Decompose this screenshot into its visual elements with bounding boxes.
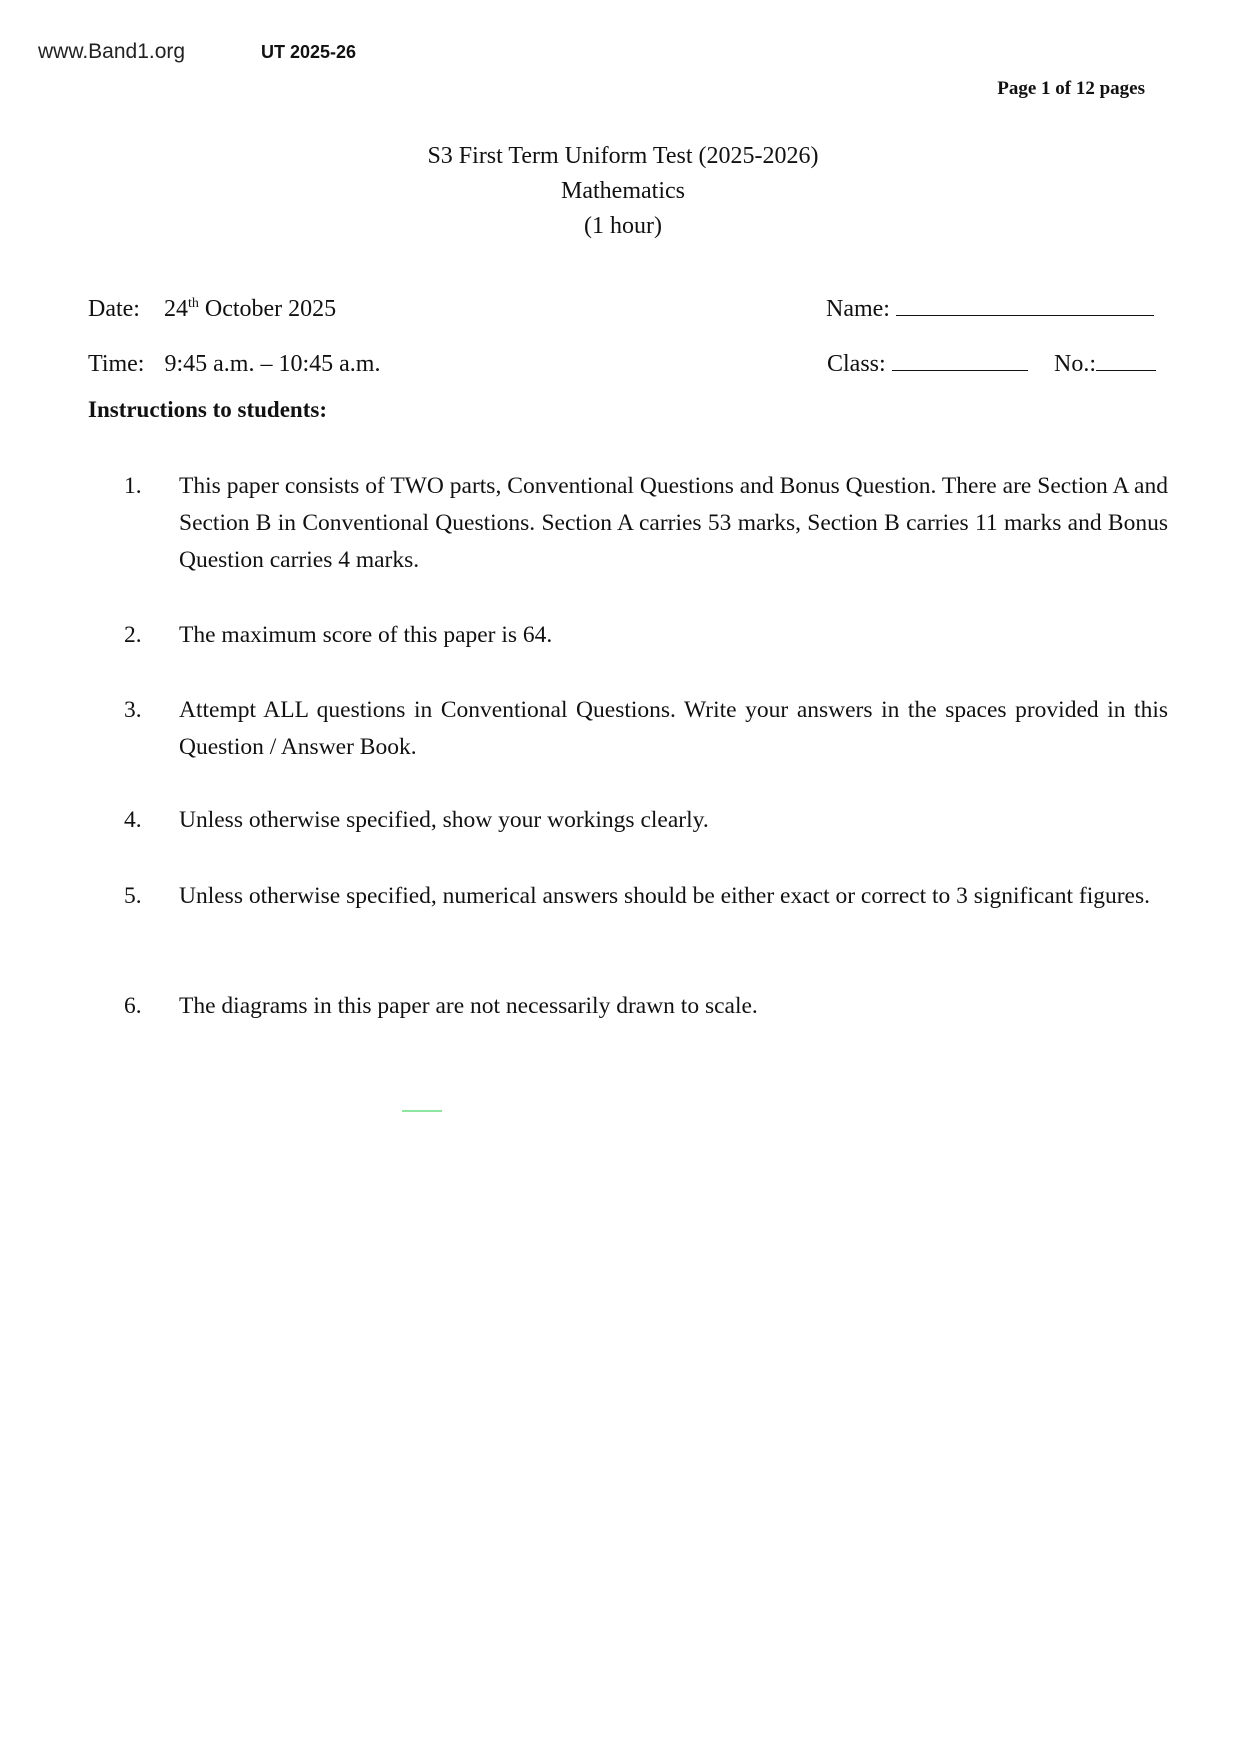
item-number: 6.	[124, 993, 142, 1019]
instructions-heading: Instructions to students:	[88, 397, 327, 422]
date-rest: October 2025	[198, 296, 337, 322]
date-suffix: th	[187, 296, 199, 311]
instruction-item	[124, 988, 1168, 1025]
instruction-item	[124, 692, 1168, 766]
item-text: This paper consists of TWO parts, Conventional Questions and Bonus Question. There are Section A and Section B in Conventional Questions. Section A carries 53 marks, Section B carries 11 marks and Bonus Question carries 4 marks.	[179, 473, 1168, 573]
watermark: www.Band1.org	[38, 40, 186, 63]
number-field[interactable]	[1054, 351, 1156, 378]
class-blank[interactable]	[892, 369, 1028, 371]
duration: (1 hour)	[584, 213, 662, 239]
item-number: 2.	[124, 622, 142, 648]
item-text: Attempt ALL questions in Conventional Questions. Write your answers in the spaces provided in this Question / Answer Book.	[179, 697, 1168, 760]
date-day: 24	[163, 296, 188, 322]
name-label: Name:	[826, 296, 890, 322]
item-text: The maximum score of this paper is 64.	[179, 622, 553, 648]
item-text: Unless otherwise specified, show your workings clearly.	[179, 807, 709, 833]
scan-artifact-line	[402, 1110, 442, 1112]
no-blank[interactable]	[1096, 369, 1156, 371]
class-field[interactable]	[827, 351, 1028, 378]
instruction-item	[124, 878, 1168, 915]
subject: Mathematics	[561, 178, 685, 204]
time-label: Time:	[88, 351, 145, 377]
paper-title: S3 First Term Uniform Test (2025-2026)	[427, 143, 819, 169]
name-blank[interactable]	[896, 314, 1154, 316]
page-number: Page 1 of 12 pages	[997, 78, 1145, 99]
item-number: 5.	[124, 883, 142, 909]
item-number: 1.	[124, 473, 142, 499]
item-number: 4.	[124, 807, 142, 833]
item-text: Unless otherwise specified, numerical answers should be either exact or correct to 3 significant figures.	[179, 883, 1151, 909]
date-label: Date:	[88, 296, 140, 322]
no-label: No.:	[1054, 351, 1096, 377]
time-field	[88, 351, 380, 378]
paper-code: UT 2025-26	[261, 42, 357, 62]
instruction-item	[124, 468, 1168, 579]
date-value	[164, 296, 336, 322]
item-number: 3.	[124, 697, 142, 723]
name-field[interactable]	[826, 296, 1154, 323]
time-value: 9:45 a.m. – 10:45 a.m.	[164, 351, 381, 377]
item-text: The diagrams in this paper are not necessarily drawn to scale.	[179, 993, 758, 1019]
date-field	[88, 296, 336, 323]
instruction-item	[124, 802, 1168, 839]
class-label: Class:	[827, 351, 886, 377]
instruction-item	[124, 617, 1168, 654]
